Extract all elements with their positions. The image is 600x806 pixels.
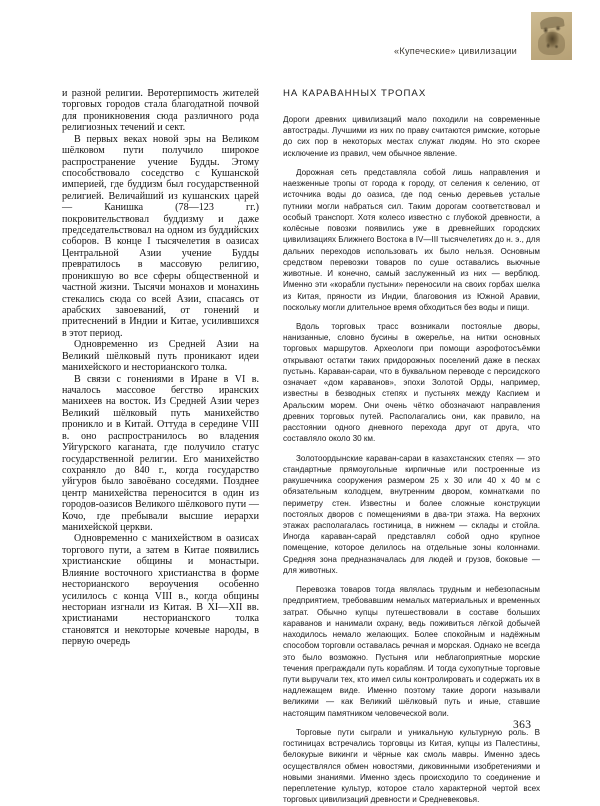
decorative-vignette-image (531, 12, 572, 60)
left-text-column (62, 88, 259, 648)
paragraph: Вдоль торговых трасс возникали постоялые дворы, нанизанные, словно бусины в ожерелье, на нитки основных торговых маршрутов. Археологи при помощи аэрофотосъёмки открывают остатки таких придорожных поселений даже в песках пустынь. Караван-сараи, что в буквальном переводе с персидского означает «дом караванов», эпохи Золотой Орды, например, известны в безводных степях и пустынях между Каспием и Аральским морем. Они очень чётко обозначают направления древних торговых путей. Располагались они, как правило, на расстоянии одного дневного перехода друг от друга, что составляло около 30 км. (283, 321, 540, 444)
paragraph: В первых веках новой эры на Великом шёлковом пути получило широкое распространение учение Будды. Этому способствовало соседство с Кушанской империей, где буддизм был государственной религией. Величайший из кушанских царей — Канишка (78—123 гг.) покровительствовал буддизму и даже председательствовал на одном из буддийских соборов. В конце I тысячелетия в оазисах Центральной Азии учение Будды превратилось в массовую религию, проникшую во все сферы общественной и частной жизни. Тысячи монахов и монахинь стекались сюда со всей Азии, спасаясь от арабских завоеваний, от гонений и притеснений в Индии и Китае, усилившихся в этот период. (62, 133, 259, 339)
running-head: «Купеческие» цивилизации (394, 46, 517, 56)
page-number: 363 (513, 719, 532, 731)
section-heading: НА КАРАВАННЫХ ТРОПАХ (283, 88, 427, 99)
paragraph: Дороги древних цивилизаций мало походили на современные автострады. Лучшими из них по праву считаются римские, которые до сих пор в некоторых местах служат людям. Но это скорее исключение из правил, чем обычное явление. (283, 115, 540, 158)
paragraph: Дорожная сеть представляла собой лишь направления и наезженные тропы от города к городу, от селения к селению, от источника воды до оазиса, где под сенью деревьев усталые путники могли набраться сил. Таким дорогам соответствовал и особый транспорт. Хотя колесо известно с глубокой древности, а колёсные повозки появились уже в древнейших городских цивилизациях Ближнего Востока в IV—III тысячелетиях до н. э., для дальних переходов использовать их было нельзя. Основным средством перевозки товаров по суше оставались вьючные животные. И конечно, самый заслуженный из них — верблюд. Именно эти «корабли пустыни» переносили на своих горбах шелка из Китая, пряности из Индии, благовония из Южной Аравии, поскольку могли длительное время обходиться без воды и пищи. (283, 167, 540, 312)
paragraph: Золотоордынские караван-сараи в казахстанских степях — это стандартные прямоугольные кирпичные или построенные из ракушечника сооружения размером 25 х 30 или 40 х 40 м с обязательным колодцем, внутренним двором, комнатками по периметру стен. Известны и более сложные конструкции постоялых дворов с помещениями в два-три этажа. На верхних этажах располагалась гостиница, в нижнем — склады и стойла. Иногда караван-сарай представлял собой одно крупное помещение, которое делилось на отдельные зоны колоннами. Средняя зона предназначалась для людей и грузов, боковые — для животных. (283, 453, 540, 575)
paragraph: Перевозка товаров тогда являлась трудным и небезопасным предприятием, требовавшим немалых материальных и временных затрат. Обычно купцы путешествовали в составе больших караванов и нанимали охрану, ведь поживиться лёгкой добычей находилось немало желающих. Более спокойным и надёжным способом торговли оставалась речная и морская. Однако не всегда это было возможно. Пустыня или неблагоприятные морские течения преграждали путь кораблям. И тогда сухопутные торговые пути выручали тех, кто имел силы контролировать и содержать их в надлежащем виде. Именно поэтому такие дороги называли великими — как Великий шёлковый путь и иные, ставшие настоящим памятником человеческой воли. (283, 585, 540, 718)
paragraph: Торговые пути сыграли и уникальную культурную роль. В гостиницах встречались торговцы из Китая, купцы из Палестины, белокурые викинги и чёрные как смоль мавры. Именно здесь осуществлялся обмен новостями, диковинными изобретениями и новыми знаниями. Именно здесь происходило то соединение и переплетение культур, которое стало характерной чертой всех торговых цивилизаций древности и Средневековья. (283, 727, 540, 805)
paragraph: Одновременно с манихейством в оазисах торгового пути, а затем в Китае появились христианские общины и монастыри. Влияние восточного христианства в форме несторианского вероучения особенно усилилось с конца VIII в., когда общины несториан изгнали из Китая. В XI—XII вв. христианами несторианского толка становятся и некоторые кочевые народы, в первую очередь (62, 533, 259, 648)
paragraph: и разной религии. Веротерпимость жителей торговых городов стала благодатной почвой для проникновения сюда различного рода религиозных течений и сект. (62, 88, 259, 134)
paragraph: Одновременно из Средней Азии на Великий шёлковый путь проникают идеи манихейского и несторианского толка. (62, 339, 259, 374)
paragraph: В связи с гонениями в Иране в VI в. началось массовое бегство иранских манихеев на восток. Из Средней Азии через Великий шёлковый путь манихейство проникло и в Китай. Оттуда в середине VIII в. оно распространилось во владения Уйгурского каганата, где получило статус государственной религии. Его манихейство сохраняло до 840 г., когда государство уйгуров было завоёвано соседями. Позднее центр манихейства переносится в один из городов-оазисов Великого шёлкового пути — Кочо, где пребывали высшие иерархи манихейской церкви. (62, 373, 259, 534)
right-text-column (283, 88, 540, 806)
